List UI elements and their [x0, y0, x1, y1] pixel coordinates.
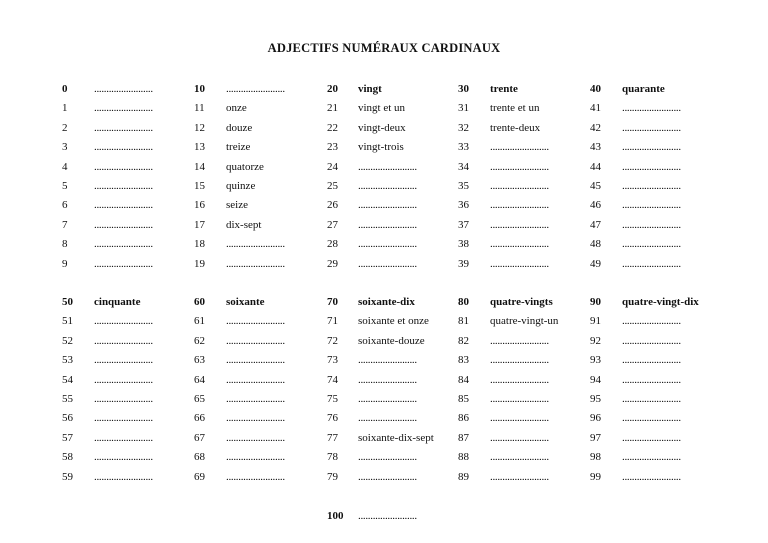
answer-blank[interactable]: ........................	[94, 412, 153, 425]
number-label: 49	[590, 257, 601, 270]
number-word: soixante-dix	[358, 296, 415, 308]
answer-blank[interactable]: ........................	[94, 393, 153, 405]
answer-blank[interactable]: ........................	[490, 334, 549, 347]
number-word: quinze	[226, 180, 256, 192]
answer-blank[interactable]: ........................	[622, 238, 681, 251]
number-label: 9	[62, 257, 68, 270]
answer-blank[interactable]: ........................	[94, 354, 153, 367]
answer-blank[interactable]: ........................	[94, 218, 153, 231]
number-label: 46	[590, 199, 601, 212]
number-label: 97	[590, 431, 601, 444]
number-label: 17	[194, 218, 205, 231]
number-label: 60	[194, 296, 205, 308]
answer-blank[interactable]: ........................	[94, 373, 153, 386]
number-label: 2	[62, 121, 68, 134]
number-label: 24	[327, 160, 338, 173]
number-label: 30	[458, 83, 469, 95]
number-word: quarante	[622, 83, 665, 95]
number-label: 83	[458, 354, 469, 367]
answer-blank[interactable]: ........................	[490, 141, 549, 154]
answer-blank[interactable]: ........................	[94, 431, 153, 444]
number-label: 10	[194, 83, 205, 95]
number-label: 85	[458, 393, 469, 405]
number-label: 16	[194, 199, 205, 212]
answer-blank[interactable]: ........................	[622, 257, 681, 270]
number-label: 67	[194, 431, 205, 444]
number-label: 7	[62, 218, 68, 231]
number-label: 86	[458, 412, 469, 425]
number-label: 40	[590, 83, 601, 95]
answer-blank[interactable]: ........................	[94, 315, 153, 328]
number-label: 4	[62, 160, 68, 173]
number-word: quatorze	[226, 160, 264, 173]
number-label: 89	[458, 470, 469, 483]
number-label: 42	[590, 121, 601, 134]
answer-blank[interactable]: ........................	[358, 199, 417, 212]
answer-blank[interactable]: ........................	[358, 451, 417, 464]
answer-blank[interactable]: ........................	[94, 199, 153, 212]
number-label: 57	[62, 431, 73, 444]
number-label: 68	[194, 451, 205, 464]
number-label: 33	[458, 141, 469, 154]
number-label: 37	[458, 218, 469, 231]
answer-blank[interactable]: ........................	[622, 451, 681, 464]
answer-blank[interactable]: ........................	[622, 334, 681, 347]
number-label: 62	[194, 334, 205, 347]
number-word: treize	[226, 141, 251, 154]
answer-blank[interactable]: ........................	[622, 315, 681, 328]
number-label: 51	[62, 315, 73, 328]
number-label: 5	[62, 180, 68, 192]
number-label: 100	[327, 510, 344, 522]
number-label: 88	[458, 451, 469, 464]
answer-blank[interactable]: ........................	[226, 315, 285, 328]
answer-blank[interactable]: ........................	[358, 218, 417, 231]
number-label: 12	[194, 121, 205, 134]
number-word: vingt-trois	[358, 141, 404, 154]
answer-blank[interactable]: ........................	[622, 354, 681, 367]
number-label: 96	[590, 412, 601, 425]
number-label: 25	[327, 180, 338, 192]
number-word: quatre-vingt-un	[490, 315, 559, 328]
number-label: 21	[327, 102, 338, 115]
number-label: 31	[458, 102, 469, 115]
number-label: 55	[62, 393, 73, 405]
number-label: 29	[327, 257, 338, 270]
number-label: 64	[194, 373, 205, 386]
answer-blank[interactable]: ........................	[622, 141, 681, 154]
answer-blank[interactable]: ........................	[622, 102, 681, 115]
number-label: 71	[327, 315, 338, 328]
number-label: 90	[590, 296, 601, 308]
answer-blank[interactable]: ........................	[622, 218, 681, 231]
number-label: 26	[327, 199, 338, 212]
number-label: 28	[327, 238, 338, 251]
number-word: soixante	[226, 296, 265, 308]
number-label: 47	[590, 218, 601, 231]
number-label: 70	[327, 296, 338, 308]
number-label: 8	[62, 238, 68, 251]
number-label: 52	[62, 334, 73, 347]
number-label: 94	[590, 373, 601, 386]
number-label: 76	[327, 412, 338, 425]
answer-blank[interactable]: ........................	[226, 354, 285, 367]
answer-blank[interactable]: ........................	[358, 257, 417, 270]
answer-blank[interactable]: ........................	[94, 83, 153, 95]
answer-blank[interactable]: ........................	[490, 180, 549, 192]
answer-blank[interactable]: ........................	[94, 470, 153, 483]
number-label: 50	[62, 296, 73, 308]
number-label: 14	[194, 160, 205, 173]
answer-blank[interactable]: ........................	[358, 354, 417, 367]
answer-blank[interactable]: ........................	[94, 160, 153, 173]
number-label: 32	[458, 121, 469, 134]
number-label: 22	[327, 121, 338, 134]
number-word: vingt et un	[358, 102, 406, 115]
number-word: vingt	[358, 83, 382, 95]
number-word: onze	[226, 102, 247, 115]
number-label: 99	[590, 470, 601, 483]
number-label: 75	[327, 393, 338, 405]
number-label: 39	[458, 257, 469, 270]
number-word: trente-deux	[490, 121, 541, 134]
number-label: 66	[194, 412, 205, 425]
answer-blank[interactable]: ........................	[490, 199, 549, 212]
number-word: trente et un	[490, 102, 540, 115]
answer-blank[interactable]: ........................	[490, 451, 549, 464]
answer-blank[interactable]: ........................	[226, 257, 285, 270]
number-label: 78	[327, 451, 338, 464]
number-label: 74	[327, 373, 338, 386]
answer-blank[interactable]: ........................	[622, 393, 681, 405]
number-label: 63	[194, 354, 205, 367]
number-label: 1	[62, 102, 68, 115]
answer-blank[interactable]: ........................	[94, 257, 153, 270]
number-word: seize	[226, 199, 248, 212]
number-label: 93	[590, 354, 601, 367]
answer-blank[interactable]: ........................	[490, 431, 549, 444]
number-label: 6	[62, 199, 68, 212]
number-label: 11	[194, 102, 205, 115]
number-label: 84	[458, 373, 469, 386]
answer-blank[interactable]: ........................	[358, 160, 417, 173]
number-label: 91	[590, 315, 601, 328]
answer-blank[interactable]: ........................	[490, 354, 549, 367]
number-word: vingt-deux	[358, 121, 406, 134]
number-word: quatre-vingt-dix	[622, 296, 699, 308]
answer-blank[interactable]: ........................	[94, 334, 153, 347]
number-word: dix-sept	[226, 218, 262, 231]
number-label: 80	[458, 296, 469, 308]
number-label: 54	[62, 373, 73, 386]
number-word: soixante-dix-sept	[358, 431, 434, 444]
number-label: 79	[327, 470, 338, 483]
answer-blank[interactable]: ........................	[358, 373, 417, 386]
number-label: 45	[590, 180, 601, 192]
answer-blank[interactable]: ........................	[94, 102, 153, 115]
number-label: 65	[194, 393, 205, 405]
number-label: 72	[327, 334, 338, 347]
number-label: 19	[194, 257, 205, 270]
answer-blank[interactable]: ........................	[94, 451, 153, 464]
number-label: 53	[62, 354, 73, 367]
number-label: 87	[458, 431, 469, 444]
number-label: 73	[327, 354, 338, 367]
answer-blank[interactable]: ........................	[490, 470, 549, 483]
answer-blank[interactable]: ........................	[226, 334, 285, 347]
hundred-row	[0, 507, 768, 526]
answer-blank[interactable]: ........................	[358, 470, 417, 483]
number-label: 18	[194, 238, 205, 251]
answer-blank[interactable]: ........................	[622, 121, 681, 134]
answer-blank[interactable]: ........................	[490, 218, 549, 231]
number-label: 61	[194, 315, 205, 328]
number-word: trente	[490, 83, 518, 95]
answer-blank[interactable]: ........................	[358, 412, 417, 425]
answer-blank[interactable]: ........................	[622, 199, 681, 212]
answer-blank[interactable]: ........................	[622, 470, 681, 483]
number-label: 38	[458, 238, 469, 251]
number-label: 92	[590, 334, 601, 347]
answer-blank[interactable]: ........................	[490, 393, 549, 405]
number-label: 43	[590, 141, 601, 154]
answer-blank[interactable]: ........................	[490, 257, 549, 270]
number-label: 82	[458, 334, 469, 347]
answer-blank[interactable]: ........................	[622, 180, 681, 192]
answer-blank[interactable]: ........................	[226, 470, 285, 483]
answer-blank[interactable]: ........................	[490, 412, 549, 425]
page-title: ADJECTIFS NUMÉRAUX CARDINAUX	[267, 41, 501, 55]
answer-blank[interactable]: ........................	[226, 412, 285, 425]
answer-blank[interactable]: ........................	[490, 160, 549, 173]
number-label: 23	[327, 141, 338, 154]
number-word: quatre-vingts	[490, 296, 553, 308]
answer-blank[interactable]: ........................	[622, 412, 681, 425]
answer-blank[interactable]: ........................	[94, 238, 153, 251]
number-word: soixante-douze	[358, 334, 425, 347]
number-label: 15	[194, 180, 205, 192]
number-label: 34	[458, 160, 469, 173]
answer-blank[interactable]: ........................	[94, 141, 153, 154]
answer-blank[interactable]: ........................	[94, 121, 153, 134]
number-label: 48	[590, 238, 601, 251]
answer-blank[interactable]: ........................	[226, 83, 285, 95]
number-label: 36	[458, 199, 469, 212]
number-word: cinquante	[94, 296, 141, 308]
number-label: 13	[194, 141, 205, 154]
number-label: 98	[590, 451, 601, 464]
number-label: 44	[590, 160, 601, 173]
number-label: 41	[590, 102, 601, 115]
answer-blank[interactable]: ........................	[490, 373, 549, 386]
answer-blank[interactable]: ........................	[622, 373, 681, 386]
number-word: soixante et onze	[358, 315, 429, 328]
answer-blank[interactable]: ........................	[226, 431, 285, 444]
answer-blank[interactable]: ........................	[226, 373, 285, 386]
number-label: 56	[62, 412, 73, 425]
answer-blank[interactable]: ........................	[358, 180, 417, 192]
number-label: 20	[327, 83, 338, 95]
number-label: 27	[327, 218, 338, 231]
number-label: 0	[62, 83, 68, 95]
answer-blank[interactable]: ........................	[622, 431, 681, 444]
number-label: 59	[62, 470, 73, 483]
answer-blank[interactable]: ........................	[226, 451, 285, 464]
number-label: 69	[194, 470, 205, 483]
answer-blank[interactable]: ........................	[490, 238, 549, 251]
answer-blank[interactable]: ........................	[358, 238, 417, 251]
number-label: 95	[590, 393, 601, 405]
answer-blank[interactable]: ........................	[358, 510, 417, 522]
answer-blank[interactable]: ........................	[226, 238, 285, 251]
answer-blank[interactable]: ........................	[358, 393, 417, 405]
answer-blank[interactable]: ........................	[94, 180, 153, 192]
number-label: 77	[327, 431, 338, 444]
number-label: 35	[458, 180, 469, 192]
number-word: douze	[226, 121, 253, 134]
number-label: 3	[62, 141, 68, 154]
answer-blank[interactable]: ........................	[622, 160, 681, 173]
number-label: 58	[62, 451, 73, 464]
answer-blank[interactable]: ........................	[226, 393, 285, 405]
number-label: 81	[458, 315, 469, 328]
